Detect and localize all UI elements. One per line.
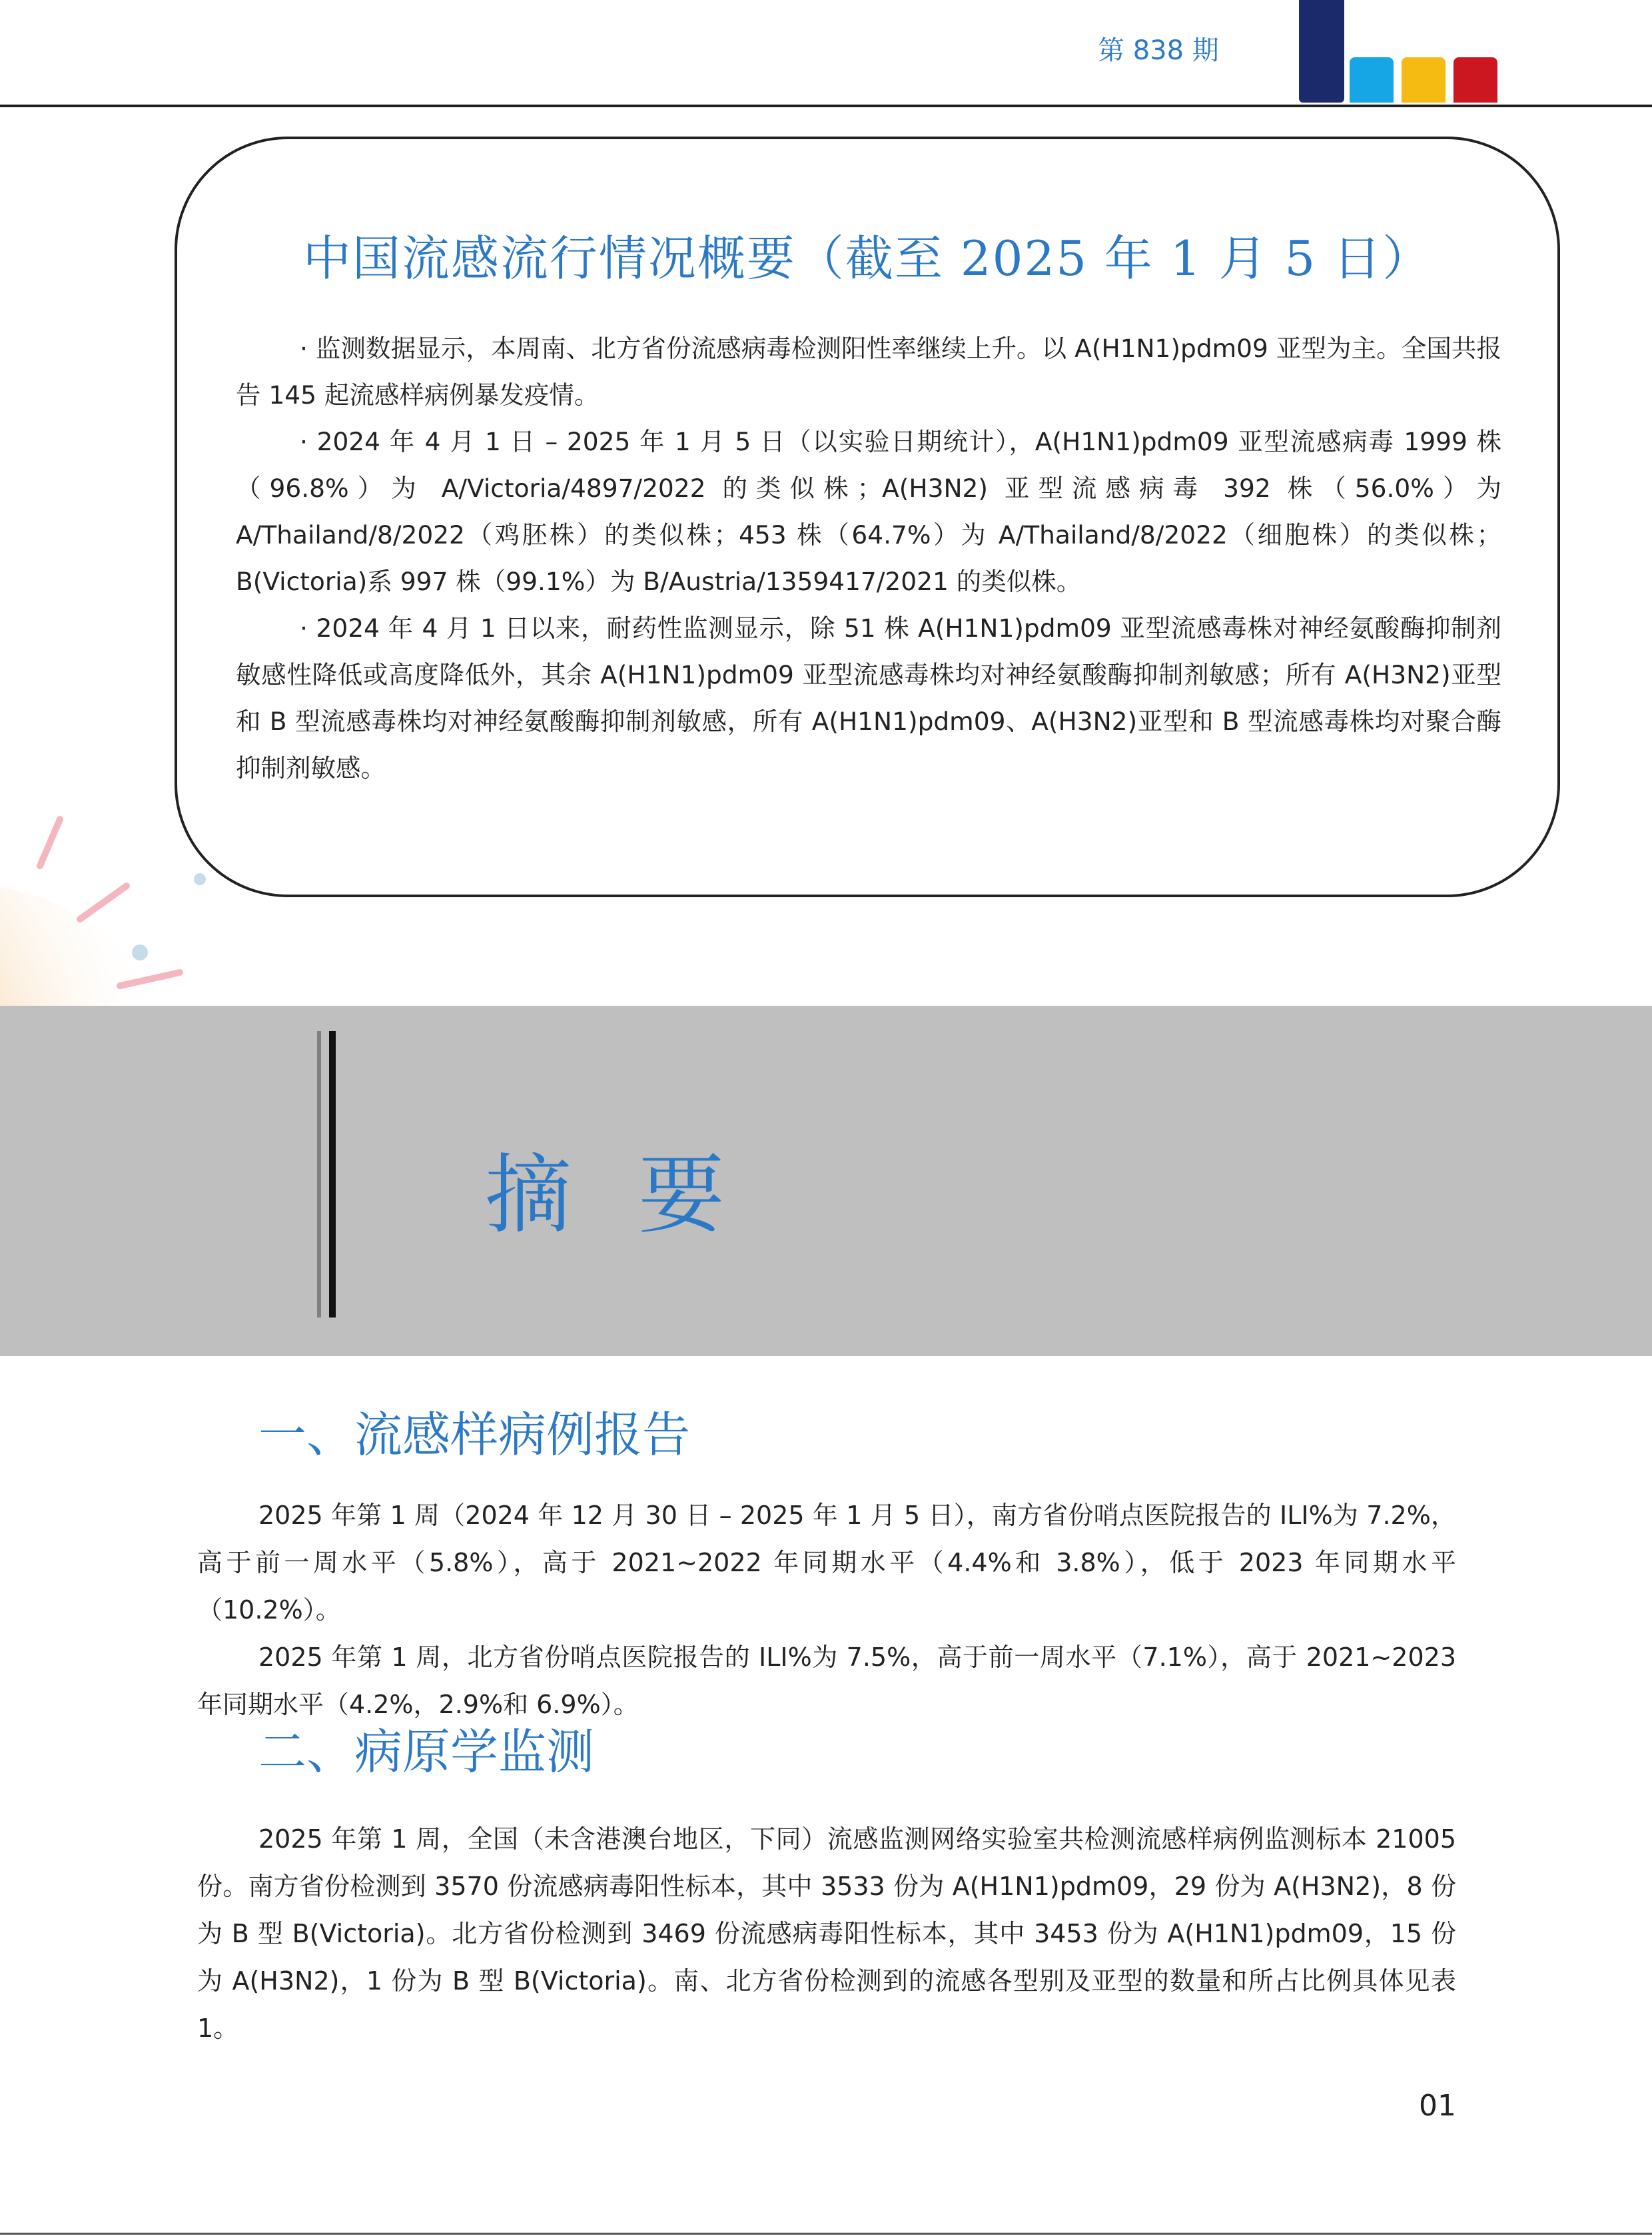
- band-accent-bar-gray: [317, 1031, 321, 1317]
- footer-rule: [0, 2233, 1652, 2235]
- section-body-pathogen: [197, 1816, 1456, 2052]
- summary-text: [236, 325, 1501, 791]
- header-rule: [0, 105, 1652, 107]
- summary-paragraph: · 监测数据显示，本周南、北方省份流感病毒检测阳性率继续上升。以 A(H1N1)pdm09 亚型为主。全国共报告 145 起流感样病例暴发疫情。: [236, 334, 1501, 410]
- body-paragraph: 2025 年第 1 周，北方省份哨点医院报告的 ILI%为 7.5%，高于前一周水平（7.1%），高于 2021~2023 年同期水平（4.2%，2.9%和 6.9%）。: [197, 1643, 1456, 1719]
- header-accent-block-yellow: [1402, 57, 1446, 103]
- page-number: 01: [1419, 2089, 1456, 2123]
- band-accent-bar-black: [329, 1031, 336, 1317]
- body-paragraph: 2025 年第 1 周，全国（未含港澳台地区，下同）流感监测网络实验室共检测流感样病例监测标本 21005 份。南方省份检测到 3570 份流感病毒阳性标本，其中 3533 份为 A(H1N1)pdm09，29 份为 A(H3N2)，8 份为 B 型 B(Victoria)。北方省份检测到 3469 份流感病毒阳性标本，其中 3453 份为 A(H1N1)pdm09，15 份为 A(H3N2)，1 份为 B 型 B(Victoria)。南、北方省份检测到的流感各型别及亚型的数量和所占比例具体见表 1。: [197, 1824, 1456, 2043]
- header-accent-block-navy: [1299, 0, 1344, 103]
- summary-title: 中国流感流行情况概要（截至 2025 年 1 月 5 日）: [302, 230, 1432, 286]
- body-paragraph: 2025 年第 1 周（2024 年 12 月 30 日 – 2025 年 1 月 5 日），南方省份哨点医院报告的 ILI%为 7.2%，高于前一周水平（5.8%），高于 2021~2022 年同期水平（4.4%和 3.8%），低于 2023 年同期水平（10.2%）。: [197, 1501, 1456, 1625]
- issue-number: 第 838 期: [1098, 35, 1219, 66]
- abstract-band: [0, 1006, 1652, 1356]
- section-body-ili: [197, 1492, 1456, 1728]
- summary-paragraph: · 2024 年 4 月 1 日以来，耐药性监测显示，除 51 株 A(H1N1)pdm09 亚型流感毒株对神经氨酸酶抑制剂敏感性降低或高度降低外，其余 A(H1N1)pdm09 亚型流感毒株均对神经氨酸酶抑制剂敏感；所有 A(H3N2)亚型和 B 型流感毒株均对神经氨酸酶抑制剂敏感，所有 A(H1N1)pdm09、A(H3N2)亚型和 B 型流感毒株均对聚合酶抑制剂敏感。: [236, 613, 1501, 783]
- header-accent-block-red: [1453, 57, 1497, 103]
- section-heading-ili: 一、流感样病例报告: [258, 1407, 691, 1463]
- section-heading-pathogen: 二、病原学监测: [258, 1724, 595, 1780]
- abstract-title: 摘要: [485, 1144, 792, 1246]
- header-accent-block-cyan: [1350, 57, 1394, 103]
- summary-paragraph: · 2024 年 4 月 1 日 – 2025 年 1 月 5 日（以实验日期统计），A(H1N1)pdm09 亚型流感病毒 1999 株（96.8%）为 A/Victoria/4897/2022 的类似株；A(H3N2) 亚型流感病毒 392 株（56.0%）为 A/Thailand/8/2022（鸡胚株）的类似株；453 株（64.7%）为 A/Thailand/8/2022（细胞株）的类似株；B(Victoria)系 997 株（99.1%）为 B/Austria/1359417/2021 的类似株。: [236, 427, 1501, 596]
